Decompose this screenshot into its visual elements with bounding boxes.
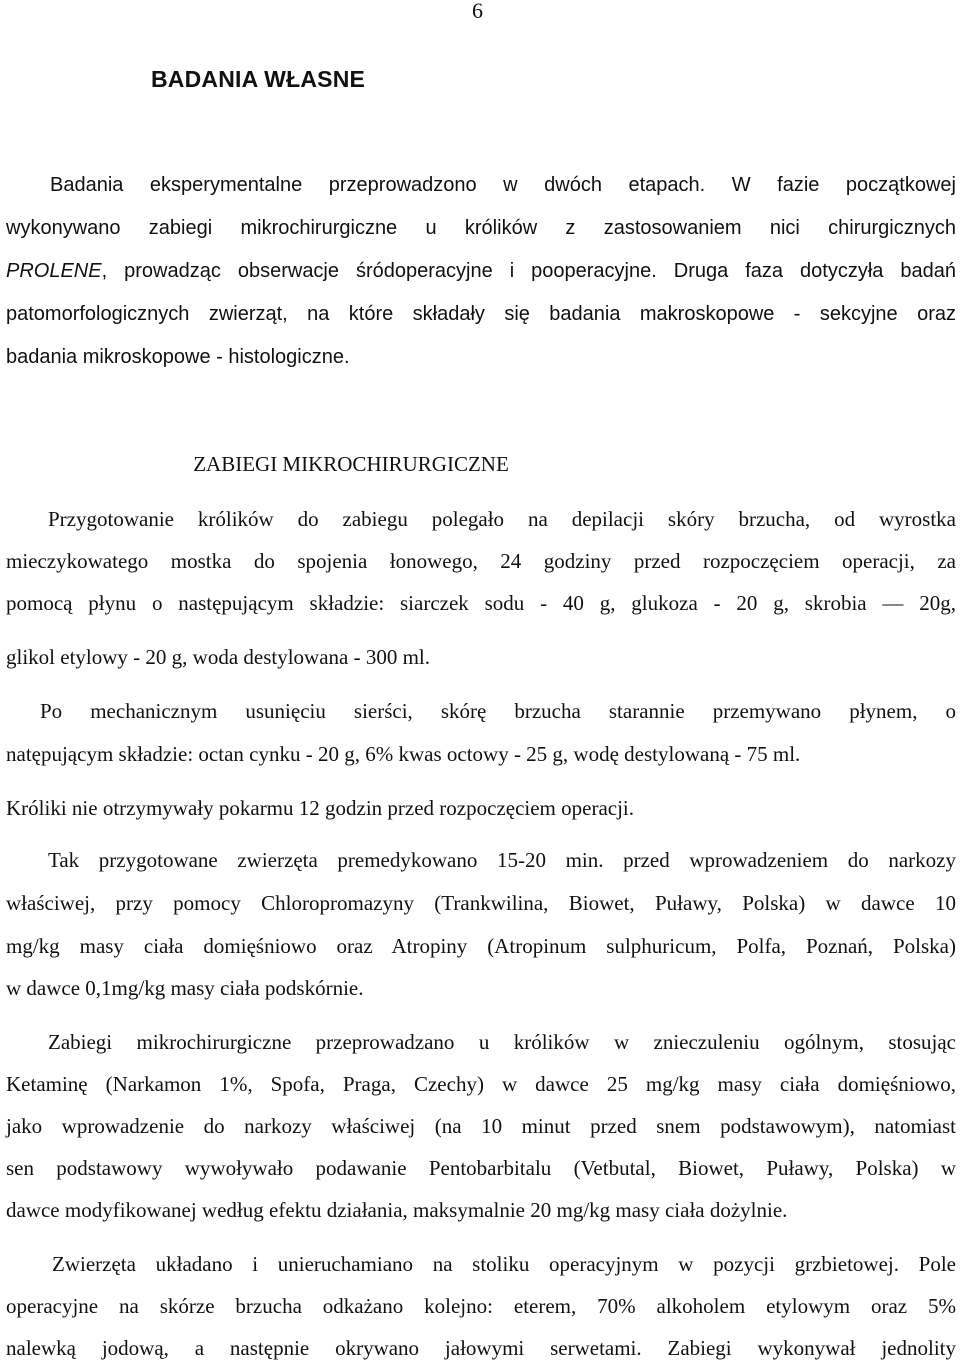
text-line: właściwej, przy pomocy Chloropromazyny (Trankwilina, Biowet, Puławy, Polska) w dawce 10 <box>6 891 956 915</box>
text-line: mg/kg masy ciała domięśniowo oraz Atropiny (Atropinum sulphuricum, Polfa, Poznań, Polska) <box>6 934 956 958</box>
text-line: mieczykowatego mostka do spojenia łonowego, 24 godziny przed rozpoczęciem operacji, za <box>6 549 956 573</box>
text-line: Przygotowanie królików do zabiegu polegało na depilacji skóry brzucha, od wyrostka <box>48 507 956 531</box>
text-line: Tak przygotowane zwierzęta premedykowano 15-20 min. przed wprowadzeniem do narkozy <box>48 848 956 872</box>
product-name: PROLENE <box>6 260 102 282</box>
text-line: Króliki nie otrzymywały pokarmu 12 godzin przed rozpoczęciem operacji. <box>6 796 635 820</box>
text-line: w dawce 0,1mg/kg masy ciała podskórnie. <box>6 976 364 1000</box>
text-line: jako wprowadzenie do narkozy właściwej (na 10 minut przed snem podstawowym), natomiast <box>6 1114 956 1138</box>
text-line: Zwierzęta układano i unieruchamiano na stoliku operacyjnym w pozycji grzbietowej. Pole <box>52 1252 956 1276</box>
text-line: glikol etylowy - 20 g, woda destylowana - 300 ml. <box>6 645 431 669</box>
text-line: PROLENE, prowadząc obserwacje śródoperacyjne i pooperacyjne. Druga faza dotyczyła badań <box>6 260 956 282</box>
text-line: patomorfologicznych zwierząt, na które składały się badania makroskopowe - sekcyjne oraz <box>6 303 956 325</box>
text-line: nalewką jodową, a następnie okrywano jałowymi serwetami. Zabiegi wykonywał jednolity <box>6 1336 956 1360</box>
text-line: natępującym składzie: octan cynku - 20 g, 6% kwas octowy - 25 g, wodę destylowaną - 75 ml. <box>6 742 801 766</box>
text-line: sen podstawowy wywoływało podawanie Pentobarbitalu (Vetbutal, Biowet, Puławy, Polska) w <box>6 1156 956 1180</box>
text-line: Badania eksperymentalne przeprowadzono w dwóch etapach. W fazie początkowej <box>50 174 956 196</box>
text-line: pomocą płynu o następującym składzie: siarczek sodu - 40 g, glukoza - 20 g, skrobia — 20g, <box>6 591 956 615</box>
text-line: badania mikroskopowe - histologiczne. <box>6 346 350 368</box>
text-line: Po mechanicznym usunięciu sierści, skórę brzucha starannie przemywano płynem, o <box>40 699 956 723</box>
text-line: operacyjne na skórze brzucha odkażano kolejno: eterem, 70% alkoholem etylowym oraz 5% <box>6 1294 956 1318</box>
text-line: dawce modyfikowanej według efektu działania, maksymalnie 20 mg/kg masy ciała dożylnie. <box>6 1198 788 1222</box>
subsection-title: ZABIEGI MIKROCHIRURGICZNE <box>193 452 509 476</box>
text-line: wykonywano zabiegi mikrochirurgiczne u królików z zastosowaniem nici chirurgicznych <box>6 217 956 239</box>
page-number: 6 <box>472 0 483 23</box>
section-heading: BADANIA WŁASNE <box>151 66 366 92</box>
text-line: Ketaminę (Narkamon 1%, Spofa, Praga, Czechy) w dawce 25 mg/kg masy ciała domięśniowo, <box>6 1072 956 1096</box>
text-line: Zabiegi mikrochirurgiczne przeprowadzano u królików w znieczuleniu ogólnym, stosując <box>48 1030 956 1054</box>
